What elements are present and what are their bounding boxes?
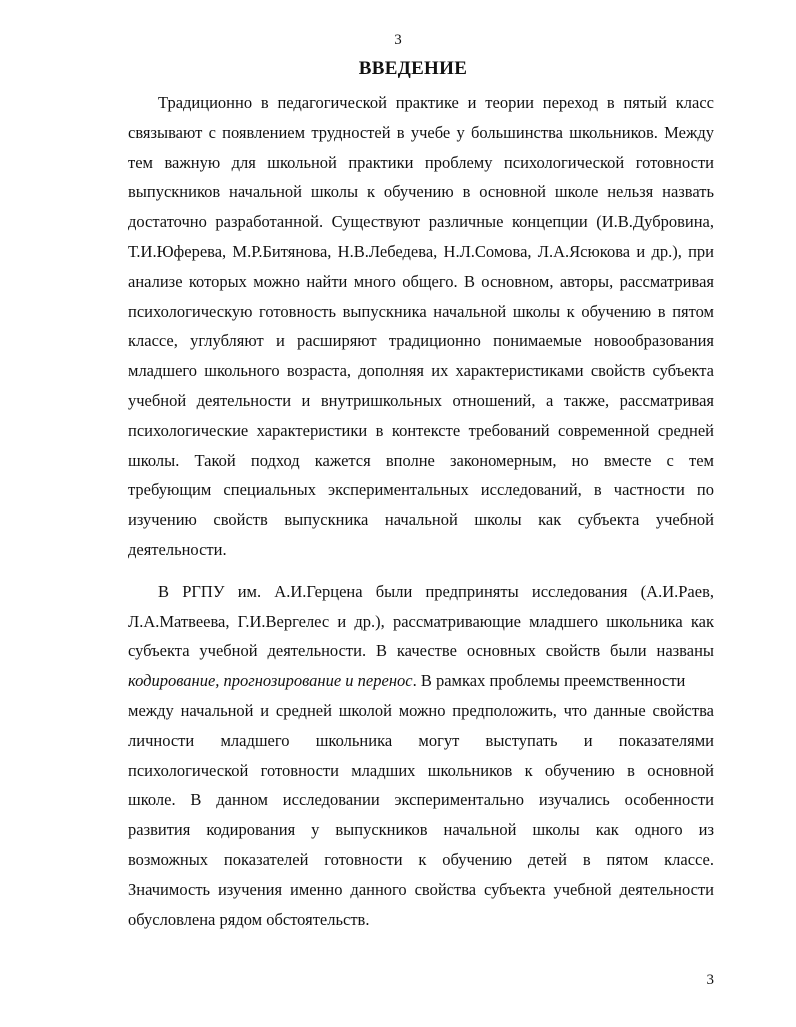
text-line: возможных показателей готовности к обучению детей в пятом классе. — [128, 849, 714, 869]
document-body — [128, 88, 714, 934]
page-title: ВВЕДЕНИЕ — [358, 58, 468, 79]
paragraph-2 — [128, 577, 714, 935]
text-line: Традиционно в педагогической практике и теории переход в пятый класс — [158, 93, 714, 112]
text-line: психологические характеристики в контексте требований современной средней — [128, 420, 714, 440]
text-line: субъекта учебной деятельности. В качестве основных свойств были названы — [128, 641, 714, 661]
text-line: школы. Такой подход кажется вполне закономерным, но вместе с тем — [128, 450, 714, 470]
text-line: личности младшего школьника могут выступать и показателями — [128, 730, 714, 750]
text-line: тем важную для школьной практики проблему психологической готовности — [128, 152, 714, 172]
page-number-bottom: 3 — [706, 972, 714, 988]
text-line: достаточно разработанной. Существуют различные концепции (И.В.Дубровина, — [128, 212, 714, 232]
text-line: школе. В данном исследовании экспериментально изучались особенности — [128, 790, 714, 810]
text-line: Значимость изучения именно данного свойства субъекта учебной деятельности — [128, 879, 714, 899]
text-line: психологическую готовность выпускника начальной школы к обучению в пятом — [128, 301, 714, 321]
text-line: младшего школьного возраста, дополняя их характеристиками свойств субъекта — [128, 361, 714, 381]
text-line: между начальной и средней школой можно предположить, что данные свойства — [128, 700, 714, 720]
text-line: обусловлена рядом обстоятельств. — [128, 909, 370, 929]
text-line: связывают с появлением трудностей в учебе у большинства школьников. Между — [128, 122, 714, 142]
text-line: классе, углубляют и расширяют традиционно понимаемые новообразования — [128, 331, 714, 351]
text-line: развития кодирования у выпускников начальной школы как одного из — [128, 820, 714, 840]
text-span: . В рамках проблемы преемственности — [412, 671, 686, 691]
page-number-top: 3 — [394, 32, 402, 48]
paragraph-gap — [128, 565, 714, 577]
text-line: Т.И.Юферева, М.Р.Битянова, Н.В.Лебедева, Н.Л.Сомова, Л.А.Ясюкова и др.), при — [128, 241, 714, 261]
text-line: выпускников начальной школы к обучению в основной школе нельзя назвать — [128, 182, 714, 202]
text-line: изучению свойств выпускника начальной школы как субъекта учебной — [128, 510, 714, 530]
text-line — [128, 666, 714, 696]
italic-terms: кодирование, прогнозирование и перенос — [128, 671, 413, 691]
paragraph-1 — [128, 88, 714, 565]
text-line: Л.А.Матвеева, Г.И.Вергелес и др.), рассматривающие младшего школьника как — [128, 611, 714, 631]
text-line: деятельности. — [128, 539, 227, 559]
text-line: требующим специальных экспериментальных исследований, в частности по — [128, 480, 714, 500]
text-line: психологической готовности младших школьников к обучению в основной — [128, 760, 714, 780]
text-line: анализе которых можно найти много общего. В основном, авторы, рассматривая — [128, 271, 714, 291]
text-line: В РГПУ им. А.И.Герцена были предприняты исследования (А.И.Раев, — [158, 581, 714, 601]
text-line: учебной деятельности и внутришкольных отношений, а также, рассматривая — [128, 390, 714, 410]
